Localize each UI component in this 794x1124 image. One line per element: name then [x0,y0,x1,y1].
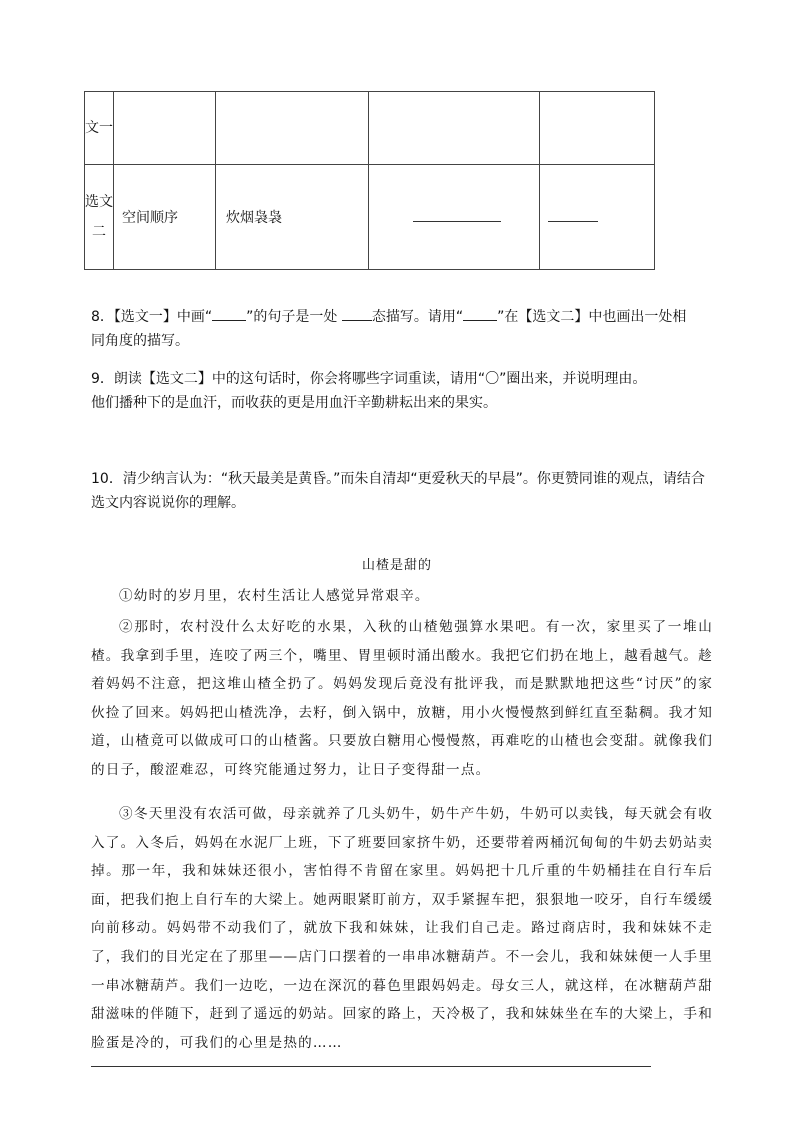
answer-blank[interactable] [212,306,246,321]
question-8-text: 同角度的描写。 [91,333,189,349]
answer-blank[interactable] [463,306,497,321]
row-label-text-one: 文一 [85,92,114,165]
table-row [85,165,655,270]
question-8-text: 8．【选文一】中画“ [91,309,213,325]
table-cell [216,92,369,165]
question-8 [91,305,711,353]
answer-blank-line[interactable] [548,221,598,222]
comparison-table [84,91,655,270]
question-10-text: 选文内容说说你的理解。 [91,495,245,511]
article-paragraph-1: ①幼时的岁月里，农村生活让人感觉异常艰辛。 [119,588,430,604]
question-9-text: 9．朗读【选文二】中的这句话时，你会将哪些字词重读，请用“〇”圈出来，并说明理由。 [91,371,647,387]
table-cell [114,92,216,165]
question-9-quote: 他们播种下的是血汗，而收获的更是用血汗辛勤耕耘出来的果实。 [91,395,497,411]
table-cell-blank[interactable] [369,165,540,270]
article-paragraph-2: ②那时，农村没什么太好吃的水果，入秋的山楂勉强算水果吧。有一次，家里买了一堆山楂。我拿到手里，连咬了两三个，嘴里、胃里顿时涌出酸水。我把它们扔在地上，越看越气。趁着妈妈不注意，把这堆山楂全扔了。妈妈发现后竟没有批评我，而是默默地把这些“讨厌”的家伙捡了回来。妈妈把山楂洗净，去籽，倒入锅中，放糖，用小火慢慢熬到鲜红直至黏稠。我才知道，山楂竟可以做成可口的山楂酱。只要放白糖用心慢慢熬，再难吃的山楂也会变甜。就像我们的日子，酸涩难忍，可终究能通过努力，让日子变得甜一点。 [91,619,713,778]
question-10-text: 10．清少纳言认为：“秋天最美是黄昏。”而朱自清却“更爱秋天的早晨”。你更赞同谁的观点，请结合 [91,471,705,487]
answer-blank[interactable] [342,306,372,321]
table-cell [540,92,655,165]
row-label-text-two: 选文二 [85,165,114,270]
article-title: 山楂是甜的 [361,558,432,573]
table-cell-scene: 炊烟袅袅 [216,165,369,270]
question-8-text: ”的句子是一处 [246,309,342,325]
question-9 [91,367,711,415]
table-cell-blank[interactable] [540,165,655,270]
answer-blank-line[interactable] [413,221,501,222]
question-8-text: ”在【选文二】中也画出一处相 [497,309,687,325]
table-cell [369,92,540,165]
bottom-rule [91,1066,651,1067]
question-8-text: 态描写。请用“ [371,309,464,325]
question-10 [91,467,711,515]
table-cell-order: 空间顺序 [114,165,216,270]
article-paragraph-3: ③冬天里没有农活可做，母亲就养了几头奶牛，奶牛产牛奶，牛奶可以卖钱，每天就会有收入了。入冬后，妈妈在水泥厂上班，下了班要回家挤牛奶，还要带着两桶沉甸甸的牛奶去奶站卖掉。那一年，我和妹妹还很小，害怕得不肯留在家里。妈妈把十几斤重的牛奶桶挂在自行车后面，把我们抱上自行车的大梁上。她两眼紧盯前方，双手紧握车把，狠狠地一咬牙，自行车缓缓向前移动。妈妈带不动我们了，就放下我和妹妹，让我们自己走。路过商店时，我和妹妹不走了，我们的目光定在了那里——店门口摆着的一串串冰糖葫芦。不一会儿，我和妹妹便一人手里一串冰糖葫芦。我们一边吃，一边在深沉的暮色里跟妈妈走。母女三人，就这样，在冰糖葫芦甜甜滋味的伴随下，赶到了遥远的奶站。回家的路上，天冷极了，我和妹妹坐在车的大梁上，手和脸蛋是冷的，可我们的心里是热的…… [91,806,713,1051]
table-row [85,92,655,165]
